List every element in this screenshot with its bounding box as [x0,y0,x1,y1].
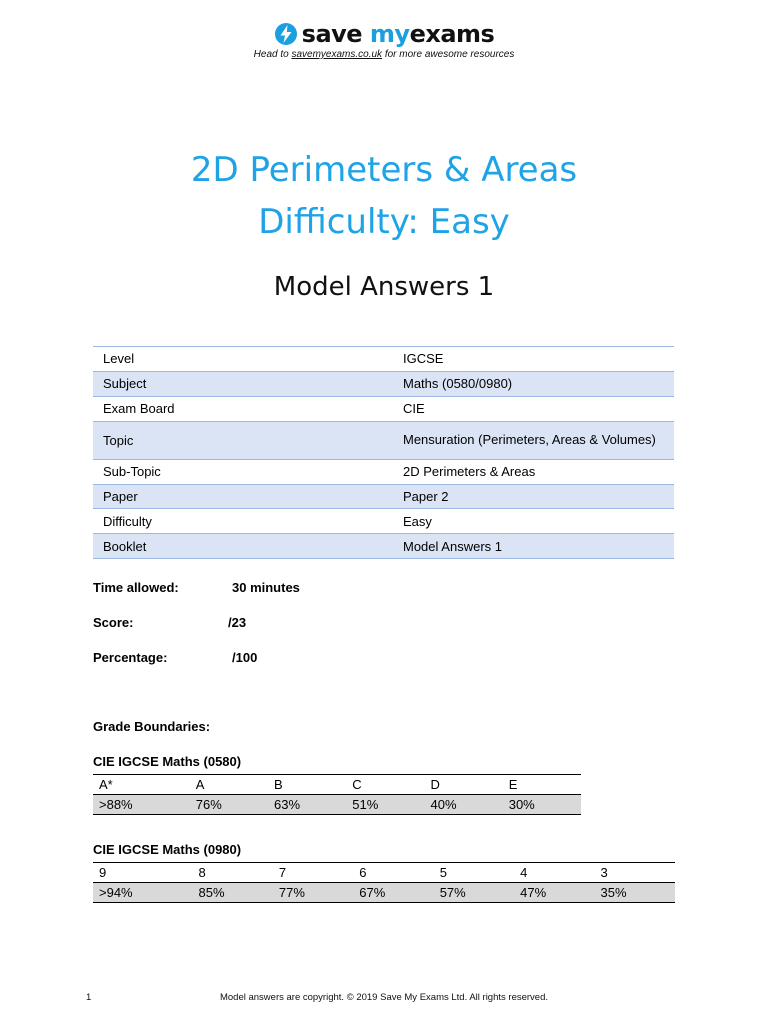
boundary-cell: 63% [268,795,346,815]
info-row [93,371,674,396]
grade-cell: B [268,775,346,795]
grade-cell: 4 [514,863,594,883]
copyright-notice: Model answers are copyright. © 2019 Save My Exams Ltd. All rights reserved. [219,992,549,1003]
grade-table-0980-title: CIE IGCSE Maths (0980) [93,842,242,857]
boundary-cell: 47% [514,883,594,903]
boundary-cell: >94% [93,883,192,903]
site-logo[interactable] [0,20,768,51]
percentage [93,650,258,665]
boundary-cell: 67% [353,883,433,903]
boundary-cell: 51% [346,795,424,815]
info-key: Subject [93,371,393,396]
info-key: Sub-Topic [93,459,393,484]
info-key: Paper [93,484,393,509]
grade-table-0580-title: CIE IGCSE Maths (0580) [93,754,242,769]
info-row [93,421,674,459]
time-allowed-label: Time allowed: [93,580,179,595]
document-subtitle: Model Answers 1 [273,272,495,302]
grade-boundaries-heading: Grade Boundaries: [93,719,211,734]
boundary-cell: 57% [434,883,514,903]
info-key: Topic [93,421,393,459]
percentage-label: Percentage: [93,650,168,665]
info-value: IGCSE [393,347,674,372]
score [93,615,247,630]
page-number: 1 [86,992,92,1003]
info-value: Paper 2 [393,484,674,509]
info-value: Maths (0580/0980) [393,371,674,396]
lightning-bolt-icon [274,22,298,46]
grade-cell: 3 [595,863,675,883]
info-row [93,347,674,372]
grade-cell: A* [93,775,190,795]
info-value: Easy [393,509,674,534]
time-allowed-value: 30 minutes [232,580,300,595]
grade-row [93,775,581,795]
grade-cell: 5 [434,863,514,883]
info-key: Difficulty [93,509,393,534]
boundary-cell: 85% [192,883,272,903]
grade-cell: E [503,775,581,795]
info-row [93,534,674,559]
info-value: CIE [393,396,674,421]
boundary-cell: 30% [503,795,581,815]
grade-cell: 6 [353,863,433,883]
info-value: 2D Perimeters & Areas [393,459,674,484]
logo-wordmark: save myexams [301,20,495,48]
boundary-cell: 76% [190,795,268,815]
info-key: Booklet [93,534,393,559]
score-value: /23 [228,615,247,630]
document-title: 2D Perimeters & Areas [190,150,578,190]
info-value: Model Answers 1 [393,534,674,559]
info-key: Level [93,347,393,372]
info-value: Mensuration (Perimeters, Areas & Volumes) [393,421,674,459]
boundary-cell: 35% [595,883,675,903]
time-allowed [93,580,300,595]
grade-cell: 7 [273,863,353,883]
info-row [93,459,674,484]
grade-row [93,863,675,883]
tagline-link[interactable]: savemyexams.co.uk [291,49,383,60]
info-table [93,346,674,559]
grade-cell: D [424,775,502,795]
grade-cell: 9 [93,863,192,883]
boundary-row [93,883,675,903]
info-row [93,484,674,509]
grade-cell: C [346,775,424,795]
score-label: Score: [93,615,134,630]
difficulty-title: Difficulty: Easy [258,202,510,242]
boundary-cell: >88% [93,795,190,815]
info-row [93,509,674,534]
info-row [93,396,674,421]
tagline: Head to savemyexams.co.uk for more awesome resources [253,49,515,60]
grade-cell: A [190,775,268,795]
info-key: Exam Board [93,396,393,421]
percentage-value: /100 [232,650,258,665]
boundary-cell: 40% [424,795,502,815]
grade-table-0580 [93,774,581,815]
grade-table-0980 [93,862,675,903]
boundary-cell: 77% [273,883,353,903]
grade-cell: 8 [192,863,272,883]
boundary-row [93,795,581,815]
